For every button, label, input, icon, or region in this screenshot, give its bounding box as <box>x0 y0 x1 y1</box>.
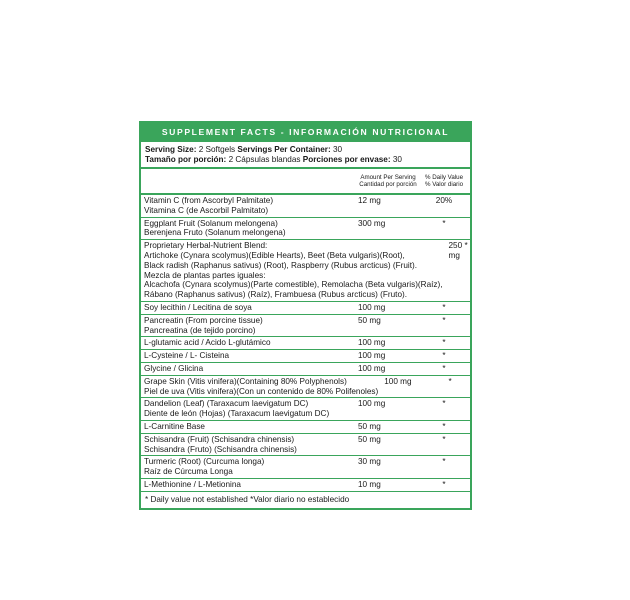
ingredient-name-line: Turmeric (Root) (Curcuma longa) <box>144 457 265 467</box>
ingredient-name <box>144 399 352 419</box>
ingredient-amount: 12 mg <box>358 196 381 205</box>
ingredient-daily-value: * <box>442 338 446 348</box>
ingredient-name-line: Schisandra (Fruit) (Schisandra chinensis) <box>144 434 295 444</box>
tamano-porcion-value: 2 Cápsulas blandas <box>228 155 301 164</box>
footnote: * Daily value not established *Valor diario no establecido <box>145 494 350 504</box>
ingredient-name-line: Diente de león (Hojas) (Taraxacum laevigatum DC) <box>144 409 330 419</box>
servings-per-container-label: Servings Per Container: <box>237 145 331 154</box>
ingredient-daily-value: * <box>442 351 446 361</box>
ingredient-name-line: Pancreatin (From porcine tissue) <box>144 315 263 325</box>
ingredient-name-line: Vitamina C (de Ascorbil Palmitato) <box>144 205 269 215</box>
ingredient-name <box>144 316 352 336</box>
ingredient-daily-value: * <box>442 399 446 409</box>
ingredient-amount: 300 mg <box>358 218 386 228</box>
label-title: SUPPLEMENT FACTS - INFORMACIÓN NUTRICIONAL <box>141 123 470 142</box>
serving-line-spanish <box>145 155 466 165</box>
ingredient-daily-value: * <box>464 241 468 251</box>
ingredient-name-line: Schisandra (Fruto) (Schisandra chinensis) <box>144 444 297 454</box>
ingredient-name <box>144 303 352 313</box>
ingredient-name-line: Alcachofa (Cynara scolymus)(Parte comestible), Remolacha (Beta vulgaris)(Raíz), <box>144 280 443 290</box>
ingredient-amount: 100 mg <box>358 302 386 312</box>
ingredient-amount: 100 mg <box>358 399 386 409</box>
ingredient-row <box>141 240 470 302</box>
ingredient-name <box>144 241 443 300</box>
serving-line-english <box>145 145 466 155</box>
ingredient-name-line: Black radish (Raphanus sativus) (Root), Raspberry (Rubus arcticus) (Fruit). <box>144 260 418 270</box>
ingredient-row <box>141 337 470 350</box>
amount-header: Amount Per Serving Cantidad por porción <box>359 174 417 188</box>
ingredient-name-line: Berenjena Fruto (Solanum melongena) <box>144 228 286 238</box>
ingredient-row <box>141 398 470 421</box>
ingredient-amount: 10 mg <box>358 479 381 489</box>
ingredient-name <box>144 219 352 239</box>
ingredient-name-line: Dandelion (Leaf) (Taraxacum laevigatum DC) <box>144 399 309 409</box>
ingredient-row <box>141 456 470 479</box>
ingredient-daily-value: * <box>442 457 446 467</box>
ingredient-amount: 100 mg <box>358 338 386 348</box>
ingredient-row <box>141 434 470 457</box>
column-headers <box>141 169 470 195</box>
ingredient-amount: 50 mg <box>358 315 381 325</box>
ingredient-name-line: Grape Skin (Vitis vinifera)(Containing 80% Polyphenols) <box>144 376 347 386</box>
ingredient-amount: 100 mg <box>358 351 386 361</box>
ingredient-amount: 100 mg <box>384 376 412 386</box>
ingredient-name <box>144 422 352 432</box>
ingredient-name <box>144 377 378 397</box>
ingredient-name-line: Mezcla de plantas partes iguales: <box>144 270 266 280</box>
ingredient-name-line: Vitamin C (from Ascorbyl Palmitate) <box>144 196 274 205</box>
porciones-envase-value: 30 <box>392 155 402 164</box>
ingredient-row <box>141 350 470 363</box>
ingredient-name <box>144 196 352 216</box>
ingredient-row <box>141 218 470 241</box>
ingredient-name-line: Pancreatina (de tejido porcino) <box>144 325 256 335</box>
ingredient-row <box>141 315 470 338</box>
serving-size-label: Serving Size: <box>145 145 197 154</box>
ingredient-amount: 50 mg <box>358 421 381 431</box>
ingredient-name-line: L-Methionine / L-Metionina <box>144 479 241 489</box>
ingredient-daily-value: * <box>442 363 446 373</box>
ingredient-row <box>141 363 470 376</box>
serving-size-value: 2 Softgels <box>198 145 236 154</box>
servings-per-container-value: 30 <box>332 145 343 154</box>
porciones-envase-label: Porciones por envase: <box>302 155 391 164</box>
ingredient-daily-value: * <box>442 479 446 489</box>
ingredient-name-line: L-glutamic acid / Acido L-glutámico <box>144 338 271 348</box>
ingredient-daily-value: * <box>442 421 446 431</box>
ingredient-amount: 250 mg <box>448 241 463 260</box>
ingredient-daily-value: * <box>442 434 446 444</box>
ingredient-daily-value: 20% <box>435 196 453 205</box>
ingredient-row <box>141 302 470 315</box>
ingredient-amount: 50 mg <box>358 434 381 444</box>
ingredient-rows <box>141 195 470 492</box>
ingredient-name <box>144 457 352 477</box>
serving-info <box>141 142 470 169</box>
ingredient-name-line: Piel de uva (Vitis vinifera)(Con un contenido de 80% Polifenoles) <box>144 386 379 396</box>
ingredient-daily-value: * <box>442 302 446 312</box>
ingredient-daily-value: * <box>448 376 452 386</box>
ingredient-daily-value: * <box>442 315 446 325</box>
ingredient-amount: 30 mg <box>358 457 381 467</box>
ingredient-row <box>141 479 470 492</box>
ingredient-name <box>144 338 352 348</box>
ingredient-name-line: Proprietary Herbal-Nutrient Blend: <box>144 241 268 251</box>
ingredient-name-line: Glycine / Glicina <box>144 363 204 373</box>
supplement-facts-label <box>139 121 472 510</box>
ingredient-name-line: L-Cysteine / L- Cisteina <box>144 351 230 361</box>
ingredient-name-line: L-Carnitine Base <box>144 421 205 431</box>
ingredient-name <box>144 364 352 374</box>
ingredient-row <box>141 421 470 434</box>
ingredient-name-line: Rábano (Raphanus sativus) (Raíz), Frambuesa (Rubus arcticus) (Fruto). <box>144 290 408 300</box>
daily-value-header: % Daily Value % Valor diario <box>424 174 464 188</box>
ingredient-name-line: Artichoke (Cynara scolymus)(Edible Hearts), Beet (Beta vulgaris)(Root), <box>144 250 405 260</box>
ingredient-name <box>144 480 352 490</box>
ingredient-row <box>141 195 470 218</box>
tamano-porcion-label: Tamaño por porción: <box>145 155 227 164</box>
ingredient-name <box>144 351 352 361</box>
ingredient-name-line: Eggplant Fruit (Solanum melongena) <box>144 218 278 228</box>
ingredient-amount: 100 mg <box>358 363 386 373</box>
ingredient-name <box>144 435 352 455</box>
ingredient-daily-value: * <box>442 218 446 228</box>
ingredient-name-line: Raíz de Cúrcuma Longa <box>144 467 233 477</box>
ingredient-row <box>141 376 470 399</box>
ingredient-name-line: Soy lecithin / Lecitina de soya <box>144 302 252 312</box>
